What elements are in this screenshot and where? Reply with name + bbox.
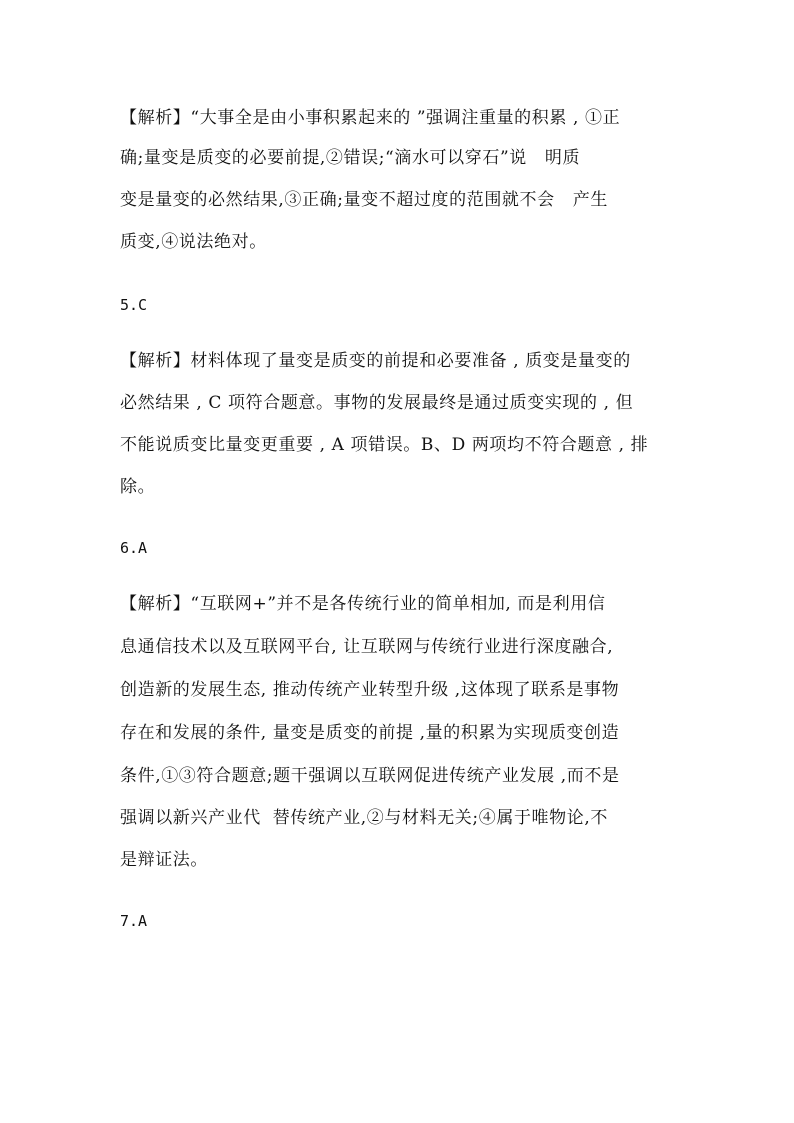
answer-label-5: 5.C <box>120 296 148 314</box>
answer-label-7: 7.A <box>120 912 148 930</box>
text-line: 息通信技术以及互联网平台, 让互联网与传统行业进行深度融合, <box>120 637 614 657</box>
text-line: 【解析】“互联网+”并不是各传统行业的简单相加, 而是利用信 <box>120 594 606 614</box>
text-line: 【解析】材料体现了量变是质变的前提和必要准备 , 质变是量变的 <box>120 351 631 371</box>
text-line: 确;量变是质变的必要前提,②错误;“滴水可以穿石”说 明质 <box>120 148 581 168</box>
text-line: 存在和发展的条件, 量变是质变的前提 ,量的积累为实现质变创造 <box>120 723 620 743</box>
answer-label-6: 6.A <box>120 539 148 557</box>
text-line: 质变,④说法绝对。 <box>120 232 267 252</box>
text-line: 创造新的发展生态, 推动传统产业转型升级 ,这体现了联系是事物 <box>120 680 620 700</box>
text-line: 必然结果 , C 项符合题意。事物的发展最终是通过质变实现的 , 但 <box>120 393 634 413</box>
text-line: 不能说质变比量变更重要 , A 项错误。B、D 两项均不符合题意 , 排 <box>120 435 649 455</box>
text-line: 变是量变的必然结果,③正确;量变不超过度的范围就不会 产生 <box>120 190 608 210</box>
text-line: 强调以新兴产业代 替传统产业,②与材料无关;④属于唯物论,不 <box>120 808 608 828</box>
text-line: 【解析】“大事全是由小事积累起来的 ”强调注重量的积累 , ①正 <box>120 108 621 128</box>
text-line: 除。 <box>120 477 156 497</box>
text-line: 是辩证法。 <box>120 850 208 870</box>
text-line: 条件,①③符合题意;题干强调以互联网促进传统产业发展 ,而不是 <box>120 766 620 786</box>
